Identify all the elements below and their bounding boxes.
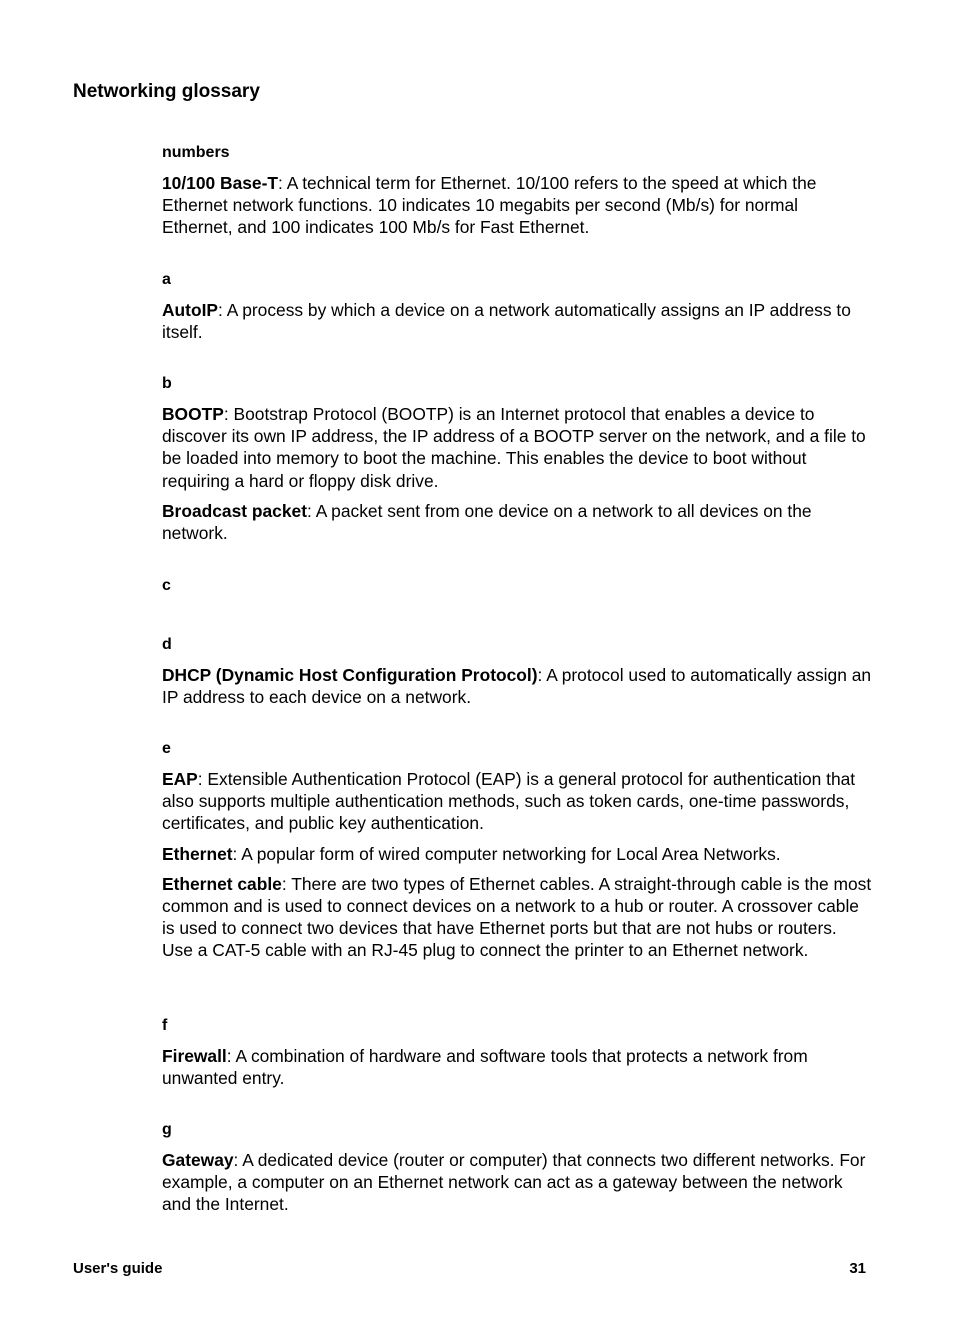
glossary-section-c: [162, 575, 872, 597]
footer-page-number: 31: [849, 1260, 866, 1277]
glossary-definition: : There are two types of Ethernet cables. A straight-through cable is the most common and is used to connect devices on a network to a hub or router. A crossover cable is used to connect two devices that have Ethernet ports but that are not hubs or routers. Use a CAT-5 cable with an RJ-45 plug to connect the printer to an Ethernet network.: [162, 873, 872, 961]
glossary-entry: [162, 768, 872, 835]
glossary-definition: : A dedicated device (router or computer) that connects two different networks. For example, a computer on an Ethernet network can act as a gateway between the network and the Internet.: [162, 1150, 866, 1215]
section-letter: e: [162, 740, 171, 757]
glossary-section-f: [162, 1015, 872, 1089]
section-letter: c: [162, 577, 171, 594]
section-letter: b: [162, 375, 172, 392]
glossary-definition: : A packet sent from one device on a network to all devices on the network.: [162, 500, 812, 544]
glossary-term: AutoIP: [162, 300, 219, 320]
glossary-definition: : Bootstrap Protocol (BOOTP) is an Internet protocol that enables a device to discover its own IP address, the IP address of a BOOTP server on the network, and a file to be loaded into memory to boot the machine. This enables the device to boot without requiring a hard or floppy disk drive.: [162, 404, 866, 491]
glossary-definition: : A combination of hardware and software tools that protects a network from unwanted entry.: [162, 1046, 808, 1089]
glossary-term: BOOTP: [162, 404, 224, 424]
glossary-section-numbers: [162, 142, 872, 239]
glossary-entry: [162, 873, 872, 962]
glossary-definition: : A process by which a device on a network automatically assigns an IP address to itself.: [162, 300, 851, 343]
glossary-term: Ethernet cable: [162, 873, 282, 894]
glossary-entry: [162, 172, 872, 239]
glossary-entry: [162, 1149, 872, 1216]
glossary-term: Broadcast packet: [162, 500, 307, 521]
glossary-definition: : A protocol used to automatically assign an IP address to each device on a network.: [162, 665, 872, 708]
glossary-entry: [162, 664, 872, 708]
glossary-term: DHCP (Dynamic Host Configuration Protocol): [162, 665, 538, 685]
section-letter: numbers: [162, 144, 230, 161]
glossary-section-d: [162, 634, 872, 708]
section-letter: f: [162, 1017, 168, 1034]
glossary-entry: [162, 299, 872, 343]
footer-guide-title: User's guide: [73, 1260, 163, 1277]
glossary-definition: : Extensible Authentication Protocol (EAP) is a general protocol for authentication that also supports multiple authentication methods, such as token cards, one-time passwords, certificates, and public key authentication.: [162, 769, 856, 834]
glossary-entry: [162, 843, 872, 865]
section-letter: a: [162, 271, 171, 288]
glossary-term: Firewall: [162, 1046, 227, 1066]
glossary-entry: [162, 1045, 872, 1089]
glossary-term: Gateway: [162, 1150, 234, 1170]
glossary-term: EAP: [162, 769, 198, 789]
glossary-definition: : A popular form of wired computer networking for Local Area Networks.: [232, 843, 781, 864]
glossary-entry: [162, 403, 872, 492]
section-letter: g: [162, 1121, 172, 1138]
page-title: Networking glossary: [73, 81, 260, 102]
glossary-entry: [162, 500, 872, 544]
section-letter: d: [162, 636, 172, 653]
glossary-section-g: [162, 1119, 872, 1216]
glossary-definition: : A technical term for Ethernet. 10/100 refers to the speed at which the Ethernet network functions. 10 indicates 10 megabits per second (Mb/s) for normal Ethernet, and 100 indicates 100 Mb/s for Fast Ethernet.: [162, 173, 817, 238]
glossary-term: 10/100 Base-T: [162, 173, 279, 193]
glossary-section-a: [162, 269, 872, 343]
glossary-term: Ethernet: [162, 843, 233, 864]
glossary-section-e: [162, 738, 872, 962]
glossary-section-b: [162, 373, 872, 544]
